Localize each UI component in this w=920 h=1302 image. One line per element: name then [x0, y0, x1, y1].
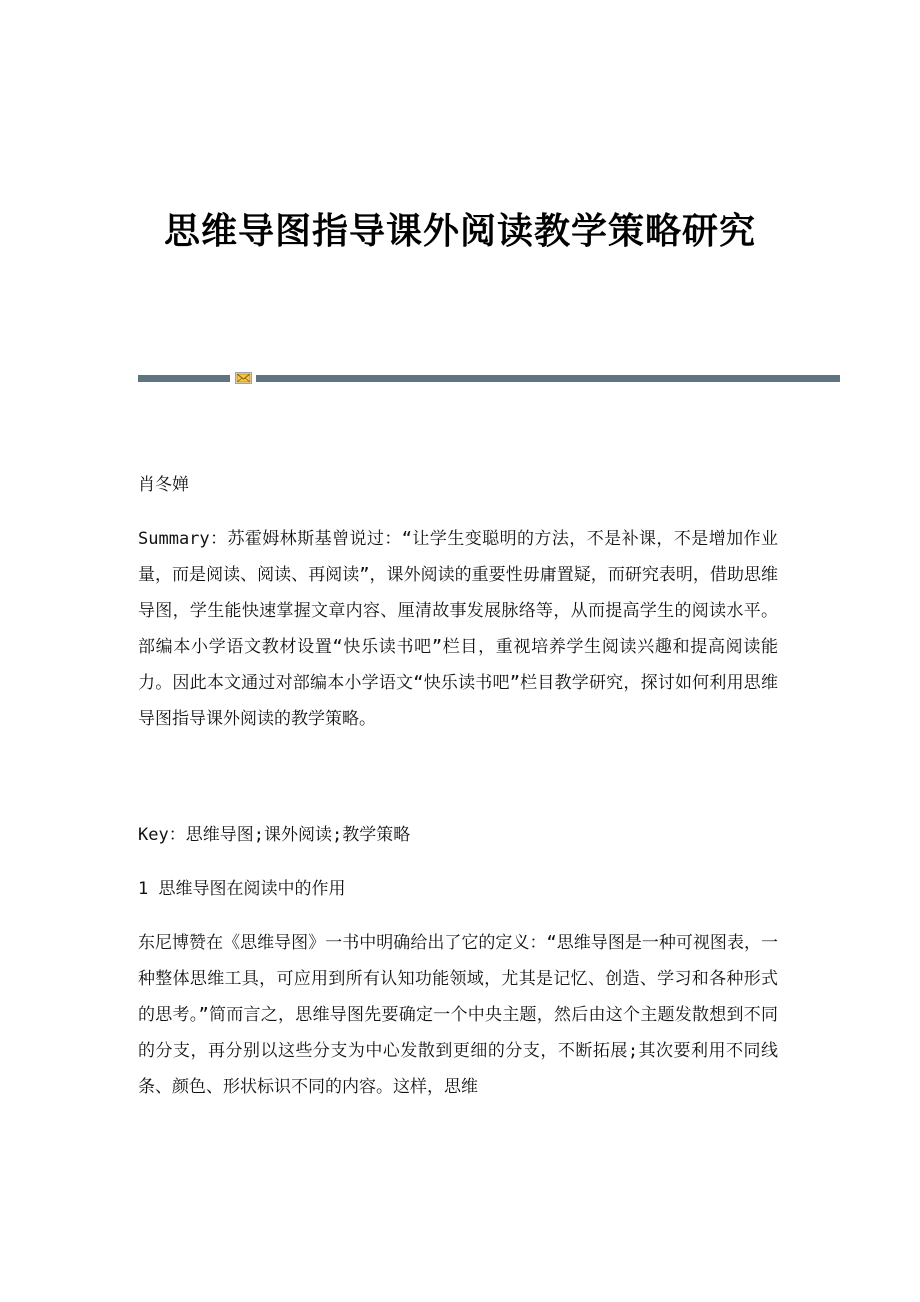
author-name: 肖冬婵 [138, 475, 189, 495]
keywords-label: Key： [138, 825, 186, 845]
envelope-icon [235, 372, 252, 384]
divider-left-bar [138, 375, 230, 382]
keywords-text: 思维导图;课外阅读;教学策略 [185, 825, 411, 845]
title-divider [138, 372, 840, 384]
summary-paragraph [138, 521, 778, 737]
document-title: 思维导图指导课外阅读教学策略研究 [163, 210, 756, 252]
summary-label: Summary： [138, 529, 228, 549]
divider-right-bar [256, 375, 840, 382]
section-heading: 1 思维导图在阅读中的作用 [138, 879, 346, 899]
section-paragraph: 东尼博赞在《思维导图》一书中明确给出了它的定义：“思维导图是一种可视图表，一种整体思维工具，可应用到所有认知功能领域，尤其是记忆、创造、学习和各种形式的思考。”简而言之，思维导图先要确定一个中央主题，然后由这个主题发散想到不同的分支，再分别以这些分支为中心发散到更细的分支，不断拓展;其次要利用不同线条、颜色、形状标识不同的内容。这样，思维 [138, 933, 778, 1097]
keywords-line [138, 817, 778, 853]
summary-text: 苏霍姆林斯基曾说过：“让学生变聪明的方法，不是补课，不是增加作业量，而是阅读、阅读、再阅读”，课外阅读的重要性毋庸置疑，而研究表明，借助思维导图，学生能快速掌握文章内容、厘清故事发展脉络等，从而提高学生的阅读水平。部编本小学语文教材设置“快乐读书吧”栏目，重视培养学生阅读兴趣和提高阅读能力。因此本文通过对部编本小学语文“快乐读书吧”栏目教学研究，探讨如何利用思维导图指导课外阅读的教学策略。 [138, 529, 778, 729]
